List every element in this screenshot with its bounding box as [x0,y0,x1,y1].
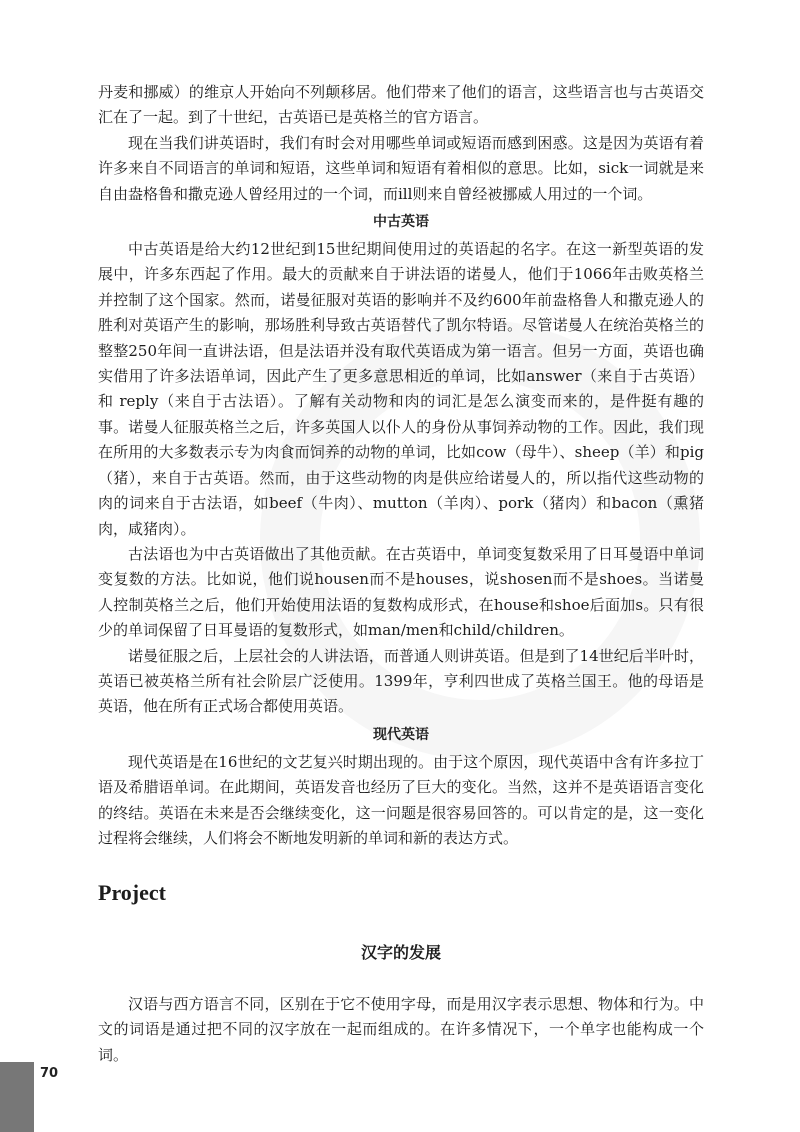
paragraph-middle-english-1: 中古英语是给大约12世纪到15世纪期间使用过的英语起的名字。在这一新型英语的发展中，许多东西起了作用。最大的贡献来自于讲法语的诺曼人，他们于1066年击败英格兰并控制了这个国家。然而，诺曼征服对英语的影响并不及约600年前盎格鲁人和撒克逊人的胜利对英语产生的影响，那场胜利导致古英语替代了凯尔特语。尽管诺曼人在统治英格兰的整整250年间一直讲法语，但是法语并没有取代英语成为第一语言。但另一方面，英语也确实借用了许多法语单词，因此产生了更多意思相近的单词，比如answer（来自于古英语）和 reply（来自于古法语）。了解有关动物和肉的词汇是怎么演变而来的，是件挺有趣的事。诺曼人征服英格兰之后，许多英国人以仆人的身份从事饲养动物的工作。因此，我们现在所用的大多数表示专为肉食而饲养的动物的单词，比如cow（母牛）、sheep（羊）和pig（猪），来自于古英语。然而，由于这些动物的肉是供应给诺曼人的，所以指代这些动物的肉的词来自于古法语，如beef（牛肉）、mutton（羊肉）、pork（猪肉）和bacon（熏猪肉，咸猪肉）。 [98,240,704,538]
paragraph-middle-english-3: 诺曼征服之后，上层社会的人讲法语，而普通人则讲英语。但是到了14世纪后半叶时，英语已被英格兰所有社会阶层广泛使用。1399年，亨利四世成了英格兰国王。他的母语是英语，他在所有正式场合都使用英语。 [98,646,704,716]
heading-modern-english: 现代英语 [373,726,429,743]
paragraph-confusion: 现在当我们讲英语时，我们有时会对用哪些单词或短语而感到困惑。这是因为英语有着许多来自不同语言的单词和短语，这些单词和短语有着相似的意思。比如，sick一词就是来自由盎格鲁和撒克逊人曾经用过的一个词，而ill则来自曾经被挪威人用过的一个词。 [98,133,704,203]
project-text [98,992,704,1068]
project-subtitle: 汉字的发展 [360,943,441,962]
page-corner-tab [0,1062,34,1132]
main-text [98,80,704,851]
paragraph-modern-english: 现代英语是在16世纪的文艺复兴时期出现的。由于这个原因，现代英语中含有许多拉丁语及希腊语单词。在此期间，英语发音也经历了巨大的变化。当然，这并不是英语语言变化的终结。英语在未来是否会继续变化，这一问题是很容易回答的。可以肯定的是，这一变化过程将会继续，人们将会不断地发明新的单词和新的表达方式。 [98,752,704,847]
page-number: 70 [40,1066,59,1081]
paragraph-viking: 丹麦和挪威）的维京人开始向不列颠移居。他们带来了他们的语言，这些语言也与古英语交汇在了一起。到了十世纪，古英语已是英格兰的官方语言。 [98,83,704,127]
project-heading: Project [98,880,166,905]
heading-middle-english: 中古英语 [373,214,429,231]
paragraph-project: 汉语与西方语言不同，区别在于它不使用字母，而是用汉字表示思想、物体和行为。中文的词语是通过把不同的汉字放在一起而组成的。在许多情况下，一个单字也能构成一个词。 [98,995,704,1064]
paragraph-middle-english-2: 古法语也为中古英语做出了其他贡献。在古英语中，单词变复数采用了日耳曼语中单词变复数的方法。比如说，他们说housen而不是houses，说shosen而不是shoes。当诺曼人控制英格兰之后，他们开始使用法语的复数构成形式，在house和shoe后面加s。只有很少的单词保留了日耳曼语的复数形式，如man/men和child/children。 [98,544,704,640]
